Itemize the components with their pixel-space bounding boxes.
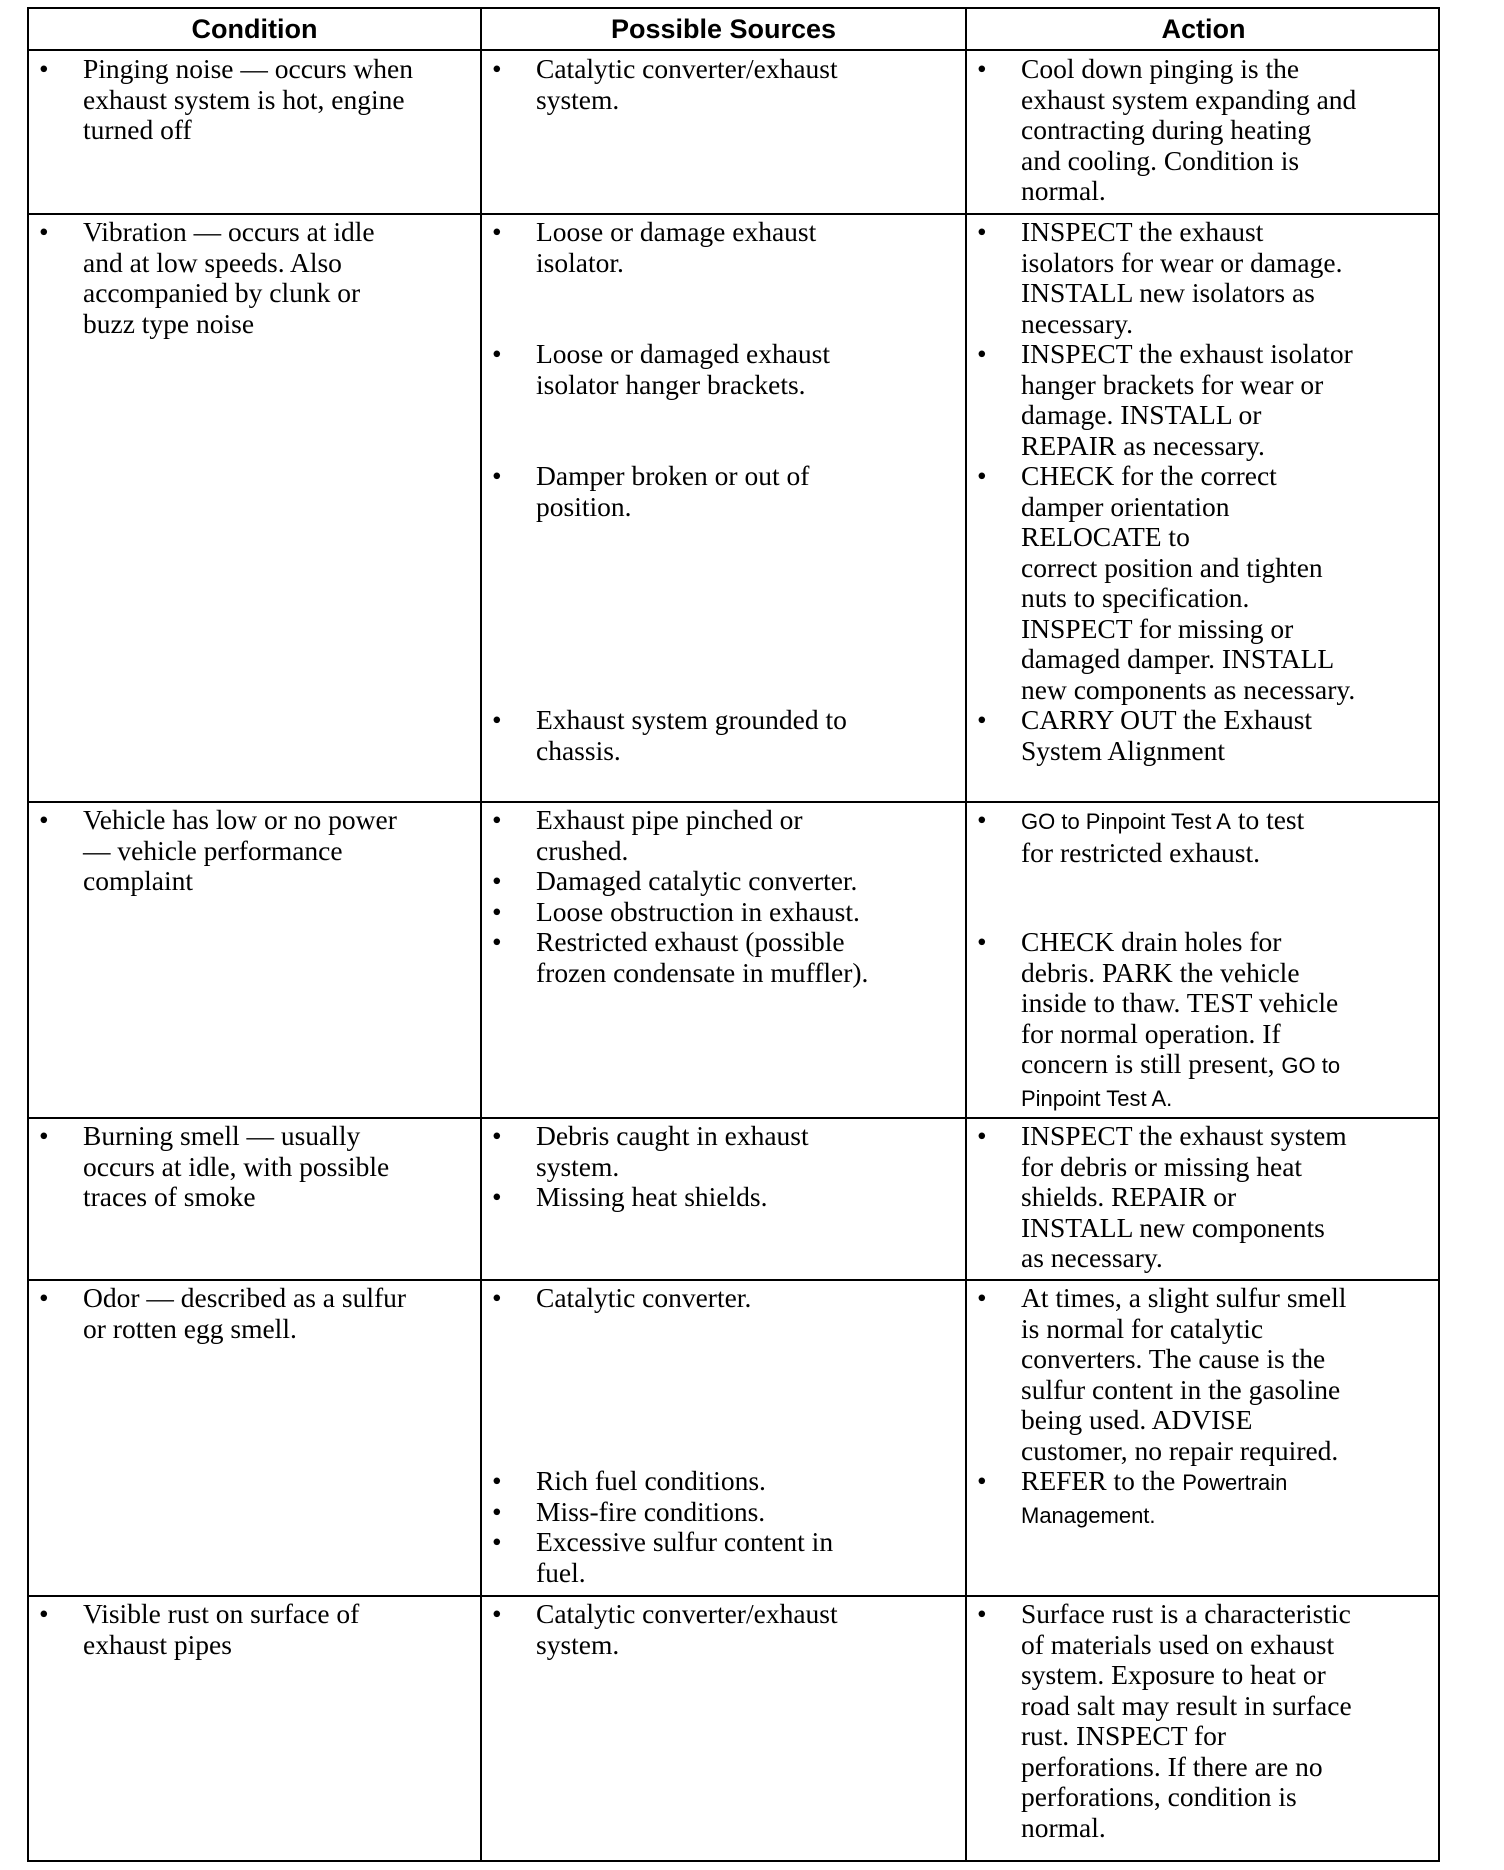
powertrain-management-link[interactable]: Powertrain Management. — [1021, 1470, 1288, 1528]
row-4-sources — [482, 1121, 965, 1213]
list-item: • Loose or damaged exhaust isolator hanger brackets. — [482, 339, 965, 400]
row-divider — [29, 1595, 1438, 1597]
list-item: • Vibration — occurs at idle and at low speeds. Also accompanied by clunk or buzz type noise — [29, 217, 480, 339]
row-divider — [29, 801, 1438, 803]
action-text: to test for restricted exhaust. — [1021, 804, 1305, 868]
row-2-condition — [29, 217, 480, 339]
list-item: • Loose obstruction in exhaust. — [482, 897, 965, 928]
row-4-action — [967, 1121, 1440, 1274]
row-6-action — [967, 1599, 1440, 1843]
row-1-sources — [482, 54, 965, 115]
list-item: • Rich fuel conditions. — [482, 1466, 965, 1497]
list-item — [967, 927, 1440, 1114]
header-condition: Condition — [191, 13, 318, 44]
row-divider — [29, 1279, 1438, 1281]
row-5-action — [967, 1283, 1440, 1531]
list-item: • INSPECT the exhaust isolator hanger brackets for wear or damage. INSTALL or REPAIR as necessary. — [967, 339, 1440, 461]
list-item: • Catalytic converter/exhaust system. — [482, 1599, 965, 1660]
list-item: • At times, a slight sulfur smell is normal for catalytic converters. The cause is the sulfur content in the gasoline being used. ADVISE customer, no repair required. — [967, 1283, 1440, 1466]
list-item: • Cool down pinging is the exhaust system expanding and contracting during heating and cooling. Condition is normal. — [967, 54, 1440, 207]
row-divider — [29, 213, 1438, 215]
row-3-sources — [482, 805, 965, 988]
list-item: • Vehicle has low or no power — vehicle performance complaint — [29, 805, 480, 897]
header-action: Action — [1161, 13, 1246, 44]
list-item: • Catalytic converter/exhaust system. — [482, 54, 965, 115]
troubleshooting-table — [27, 7, 1440, 1862]
list-item: • Visible rust on surface of exhaust pipes — [29, 1599, 480, 1660]
list-item: • Damaged catalytic converter. — [482, 866, 965, 897]
list-item: • Odor — described as a sulfur or rotten egg smell. — [29, 1283, 480, 1344]
list-item: • Excessive sulfur content in fuel. — [482, 1527, 965, 1588]
list-item — [967, 1466, 1440, 1531]
list-item: • Catalytic converter. — [482, 1283, 965, 1314]
row-2-action — [967, 217, 1440, 766]
list-item: • Damper broken or out of position. — [482, 461, 965, 522]
row-1-action — [967, 54, 1440, 207]
row-divider — [29, 1117, 1438, 1119]
row-6-condition — [29, 1599, 480, 1660]
list-item: • CARRY OUT the Exhaust System Alignment — [967, 705, 1440, 766]
pinpoint-test-link[interactable]: GO to Pinpoint Test A. — [1021, 1053, 1341, 1111]
list-item: • CHECK for the correct damper orientation RELOCATE to correct position and tighten nuts to specification. INSPECT for missing or damaged damper. INSTALL new components as necessary. — [967, 461, 1440, 705]
list-item: • Missing heat shields. — [482, 1182, 965, 1213]
list-item: • Burning smell — usually occurs at idle, with possible traces of smoke — [29, 1121, 480, 1213]
list-item: • Surface rust is a characteristic of materials used on exhaust system. Exposure to heat or road salt may result in surface rust. INSPECT for perforations. If there are no perforations, condition is normal. — [967, 1599, 1440, 1843]
list-item: • Debris caught in exhaust system. — [482, 1121, 965, 1182]
list-item: • INSPECT the exhaust system for debris or missing heat shields. REPAIR or INSTALL new components as necessary. — [967, 1121, 1440, 1274]
row-1-condition — [29, 54, 480, 146]
list-item: • Exhaust pipe pinched or crushed. — [482, 805, 965, 866]
list-item: • Pinging noise — occurs when exhaust system is hot, engine turned off — [29, 54, 480, 146]
list-item: • INSPECT the exhaust isolators for wear or damage. INSTALL new isolators as necessary. — [967, 217, 1440, 339]
row-4-condition — [29, 1121, 480, 1213]
row-5-sources-group — [482, 1466, 965, 1588]
action-text: CHECK drain holes for debris. PARK the vehicle inside to thaw. TEST vehicle for normal operation. If concern is still present, — [1021, 926, 1339, 1079]
header-possible-sources: Possible Sources — [610, 13, 837, 44]
list-item: • Exhaust system grounded to chassis. — [482, 705, 965, 766]
row-5-condition — [29, 1283, 480, 1344]
list-item: • Miss-fire conditions. — [482, 1497, 965, 1528]
row-divider — [29, 49, 1438, 51]
row-3-condition — [29, 805, 480, 897]
pinpoint-test-link[interactable]: GO to Pinpoint Test A — [1021, 809, 1231, 834]
list-item: • Loose or damage exhaust isolator. — [482, 217, 965, 278]
list-item: • Restricted exhaust (possible frozen condensate in muffler). — [482, 927, 965, 988]
row-6-sources — [482, 1599, 965, 1660]
action-text: REFER to the — [1021, 1465, 1183, 1496]
list-item — [967, 805, 1440, 868]
